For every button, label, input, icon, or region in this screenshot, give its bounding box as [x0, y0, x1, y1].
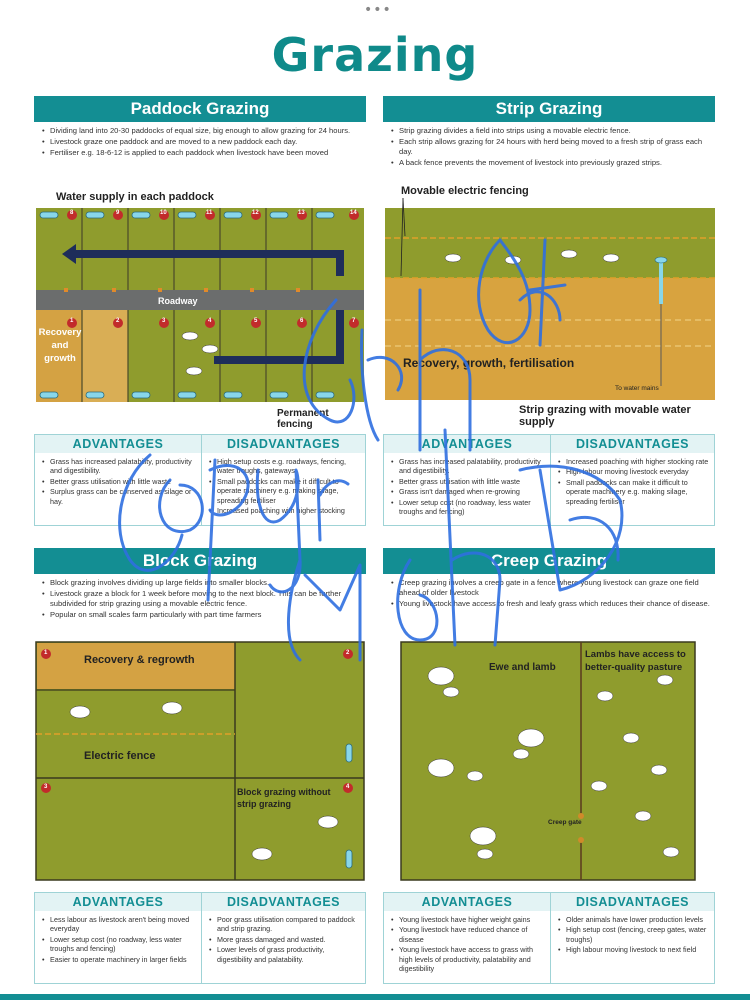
disadvantage-item: • Older animals have lower production levels — [557, 915, 710, 924]
advantage-item: • Easier to operate machinery in larger fields — [41, 955, 197, 964]
disadvantage-item: • Lower levels of grass productivity, digestibility and palatability. — [208, 945, 361, 964]
paddock-bullet: • Fertiliser e.g. 18-6-12 is applied to each paddock when livestock have been moved — [40, 148, 362, 158]
paddock-number: 5 — [254, 318, 258, 324]
disadvantages-column — [201, 893, 365, 983]
advantages-column — [384, 893, 550, 974]
disadvantages-column — [550, 893, 714, 983]
creep-gate-label: Creep gate — [548, 819, 582, 826]
advantage-item: • Grass isn't damaged when re-growing — [390, 487, 546, 496]
paddock-number: 10 — [160, 210, 167, 216]
block-number: 4 — [346, 784, 350, 790]
disadvantages-column — [201, 435, 365, 525]
lambs-access-label: Lambs have access to better-quality pasture — [585, 649, 686, 673]
block-number: 1 — [44, 650, 48, 656]
advantage-item: • Young livestock have reduced chance of disease — [390, 925, 546, 944]
strip-header: Strip Grazing — [383, 96, 715, 122]
block-bullets — [40, 578, 362, 621]
disadvantage-item: • Increased poaching with higher stocking — [208, 506, 361, 515]
paddock-number: 14 — [350, 210, 357, 216]
paddock-number: 8 — [70, 210, 74, 216]
advantage-item: • Young livestock have higher weight gains — [390, 915, 546, 924]
block-header: Block Grazing — [34, 548, 366, 574]
strip-bullet: • Strip grazing divides a field into strips using a movable electric fence. — [389, 126, 711, 136]
creep-bullets — [389, 578, 711, 610]
paddock-bullets — [40, 126, 362, 159]
paddock-number: 4 — [208, 318, 212, 324]
creep-illustration — [383, 640, 715, 882]
paddock-number: 6 — [300, 318, 304, 324]
movable-fencing-label: Movable electric fencing — [401, 185, 529, 197]
block-bullet: • Popular on small scales farm particularly with part time farmers — [40, 610, 362, 620]
paddock-illustration — [34, 186, 366, 406]
disadvantage-item: • High labour moving livestock everyday — [557, 467, 710, 476]
advantages-heading: ADVANTAGES — [384, 893, 550, 911]
electric-fence-label: Electric fence — [84, 750, 156, 762]
footer-bar — [0, 994, 750, 1000]
ewe-lamb-label: Ewe and lamb — [489, 662, 556, 673]
paddock-diagram — [34, 186, 366, 430]
paddock-number: 7 — [352, 318, 356, 324]
block-number: 3 — [44, 784, 48, 790]
disadvantage-item: • More grass damaged and wasted. — [208, 935, 361, 944]
water-mains-label: To water mains — [615, 385, 659, 392]
block-diagram — [34, 640, 366, 882]
creep-diagram — [383, 640, 715, 882]
advantage-item: • Lower setup cost (no roadway, less water troughs and fencing) — [41, 935, 197, 954]
strip-adv-disadv — [383, 434, 715, 526]
strip-caption: Strip grazing with movable water supply — [519, 404, 691, 428]
paddock-bullet: • Livestock graze one paddock and are moved to a new paddock each day. — [40, 137, 362, 147]
paddock-adv-disadv — [34, 434, 366, 526]
roadway-label: Roadway — [158, 296, 198, 306]
creep-bullet: • Creep grazing involves a creep gate in a fence where young livestock can graze one field ahead of older livestock — [389, 578, 711, 598]
disadvantages-heading: DISADVANTAGES — [202, 893, 365, 911]
paddock-number: 2 — [116, 318, 120, 324]
disadvantage-item: • Increased poaching with higher stocking rate — [557, 457, 710, 466]
disadvantages-heading: DISADVANTAGES — [551, 435, 714, 453]
advantage-item: • Grass has increased palatability, productivity and digestibility. — [41, 457, 197, 476]
strip-bullet: • A back fence prevents the movement of livestock into previously grazed strips. — [389, 158, 711, 168]
advantage-item: • Surplus grass can be conserved as silage or hay. — [41, 487, 197, 506]
block-bullet: • Block grazing involves dividing up large fields into smaller blocks. — [40, 578, 362, 588]
advantages-column — [35, 893, 201, 965]
disadvantages-column — [550, 435, 714, 525]
paddock-header: Paddock Grazing — [34, 96, 366, 122]
paddock-bullet: • Dividing land into 20-30 paddocks of equal size, big enough to allow grazing for 24 hours. — [40, 126, 362, 136]
paddock-number: 9 — [116, 210, 120, 216]
advantage-item: • Less labour as livestock aren't being moved everyday — [41, 915, 197, 934]
disadvantages-heading: DISADVANTAGES — [551, 893, 714, 911]
block-number: 2 — [346, 650, 350, 656]
strip-diagram — [383, 180, 715, 428]
advantages-heading: ADVANTAGES — [35, 893, 201, 911]
creep-header: Creep Grazing — [383, 548, 715, 574]
recovery-growth-label: Recovery, growth, fertilisation — [403, 356, 575, 370]
disadvantage-item: • Poor grass utilisation compared to paddock and strip grazing. — [208, 915, 361, 934]
disadvantages-heading: DISADVANTAGES — [202, 435, 365, 453]
page-title: Grazing — [271, 28, 479, 82]
creep-bullet: • Young livestock have access to fresh and leafy grass which reduces their chance of disease. — [389, 599, 711, 609]
advantage-item: • Better grass utilisation with little waste — [390, 477, 546, 486]
disadvantage-item: • Small paddocks can make it difficult to operate machinery e.g. making silage, spreading fertiliser — [208, 477, 361, 505]
advantage-item: • Young livestock have access to grass with high levels of productivity, palatability and digestibility — [390, 945, 546, 973]
disadvantage-item: • High setup costs e.g. roadways, fencing, water troughs, gateways — [208, 457, 361, 476]
window-handle-icon[interactable]: ••• — [364, 2, 392, 18]
paddock-number: 11 — [206, 210, 213, 216]
advantages-heading: ADVANTAGES — [384, 435, 550, 453]
advantage-item: • Lower setup cost (no roadway, less water troughs and fencing) — [390, 498, 546, 517]
water-supply-label: Water supply in each paddock — [56, 191, 214, 203]
advantages-column — [35, 435, 201, 507]
paddock-number: 13 — [298, 210, 305, 216]
paddock-number: 3 — [162, 318, 166, 324]
recovery-label: Recovery and growth — [38, 327, 82, 364]
block-adv-disadv — [34, 892, 366, 984]
strip-illustration — [383, 180, 715, 422]
advantage-item: • Grass has increased palatability, productivity and digestibility. — [390, 457, 546, 476]
block-bullet: • Livestock graze a block for 1 week before moving to the next block. This can be further subdivided for strip grazing using a movable electric fence. — [40, 589, 362, 609]
advantages-column — [384, 435, 550, 517]
paddock-number: 12 — [252, 210, 259, 216]
disadvantage-item: • High labour moving livestock to next field — [557, 945, 710, 954]
recovery-regrowth-label: Recovery & regrowth — [84, 654, 195, 666]
strip-bullet: • Each strip allows grazing for 24 hours with herd being moved to a fresh strip of grass each day. — [389, 137, 711, 157]
paddock-number: 1 — [70, 318, 74, 324]
advantage-item: • Better grass utilisation with little waste — [41, 477, 197, 486]
no-strip-label: Block grazing without strip grazing — [237, 787, 331, 809]
advantages-heading: ADVANTAGES — [35, 435, 201, 453]
disadvantage-item: • High setup cost (fencing, creep gates, water troughs) — [557, 925, 710, 944]
disadvantage-item: • Small paddocks can make it difficult to operate machinery e.g. making silage, spreading fertiliser — [557, 478, 710, 506]
creep-adv-disadv — [383, 892, 715, 984]
permanent-fencing-label: Permanent fencing — [277, 408, 329, 430]
strip-bullets — [389, 126, 711, 169]
